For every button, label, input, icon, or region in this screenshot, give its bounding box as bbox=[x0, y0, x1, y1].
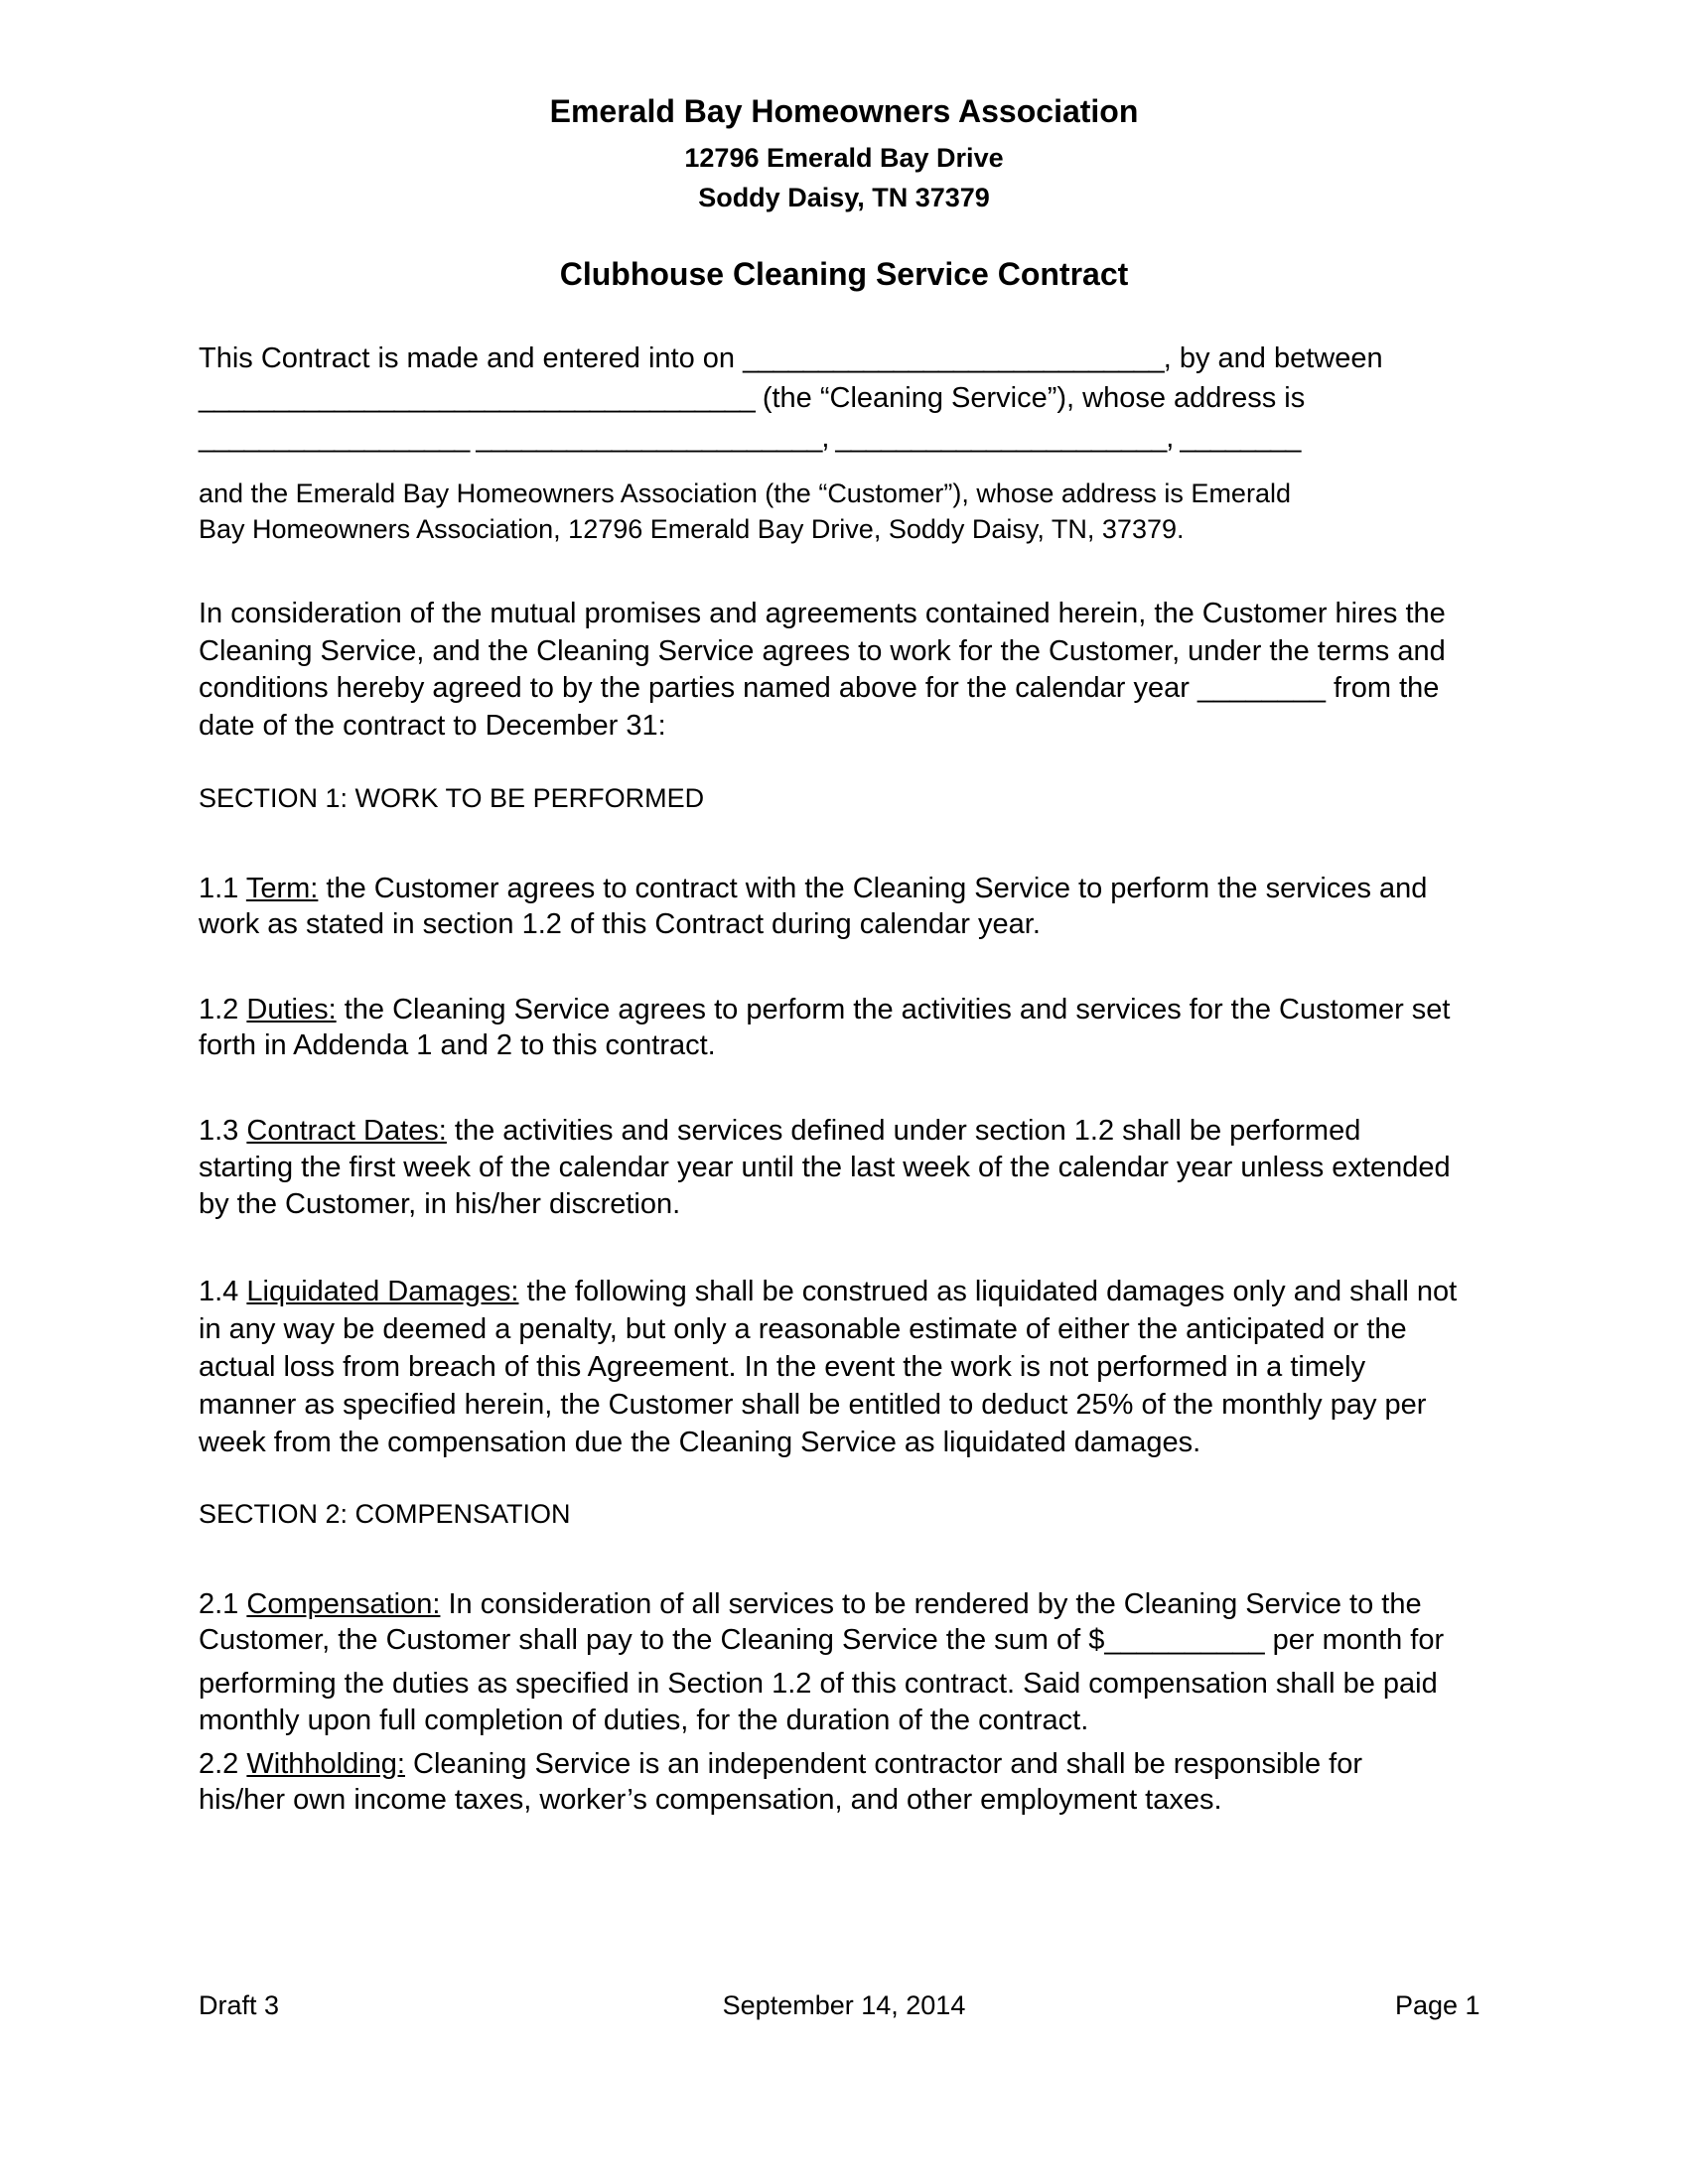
clause-label-term: Term: bbox=[245, 873, 319, 904]
consideration-line-2: Cleaning Service, and the Cleaning Service agrees to work for the Customer, under the terms and bbox=[199, 635, 1446, 667]
section-1-heading: SECTION 1: WORK TO BE PERFORMED bbox=[199, 783, 705, 813]
clause-text: the activities and services defined under section 1.2 shall be performed bbox=[446, 1115, 1361, 1147]
clause-text: In consideration of all services to be rendered by the Cleaning Service to the bbox=[440, 1588, 1422, 1620]
clause-number: 1.4 bbox=[199, 1276, 247, 1307]
clause-2-2-line-2: his/her own income taxes, worker’s compensation, and other employment taxes. bbox=[199, 1784, 1222, 1816]
consideration-line-3: conditions hereby agreed to by the parties named above for the calendar year ________ from the bbox=[199, 672, 1440, 704]
clause-text: Cleaning Service is an independent contractor and shall be responsible for bbox=[404, 1748, 1363, 1780]
clause-2-2-line-1 bbox=[199, 1745, 1362, 1783]
clause-1-4-line-4: manner as specified herein, the Customer shall be entitled to deduct 25% of the monthly pay per bbox=[199, 1389, 1427, 1421]
customer-line-1: and the Emerald Bay Homeowners Association (the “Customer”), whose address is Emerald bbox=[199, 478, 1291, 508]
intro-text: , by and between bbox=[1163, 342, 1383, 374]
footer-date: September 14, 2014 bbox=[722, 1990, 966, 2020]
clause-number: 1.2 bbox=[199, 994, 247, 1025]
footer-page-number: Page 1 bbox=[1395, 1990, 1480, 2020]
cleaning-service-name-blank: _____________________________________ bbox=[199, 382, 755, 414]
clause-2-1-line-2: Customer, the Customer shall pay to the Cleaning Service the sum of $__________ per month for bbox=[199, 1624, 1445, 1656]
org-address-line1: 12796 Emerald Bay Drive bbox=[684, 143, 1004, 173]
clause-label-contract-dates: Contract Dates: bbox=[246, 1115, 447, 1147]
intro-text: This Contract is made and entered into on bbox=[199, 342, 744, 374]
clause-2-1-line-3: performing the duties as specified in Section 1.2 of this contract. Said compensation shall be paid bbox=[199, 1668, 1438, 1700]
clause-text: the following shall be construed as liquidated damages only and shall not bbox=[518, 1276, 1458, 1307]
contract-title: Clubhouse Cleaning Service Contract bbox=[559, 256, 1129, 292]
clause-1-1-line-1 bbox=[199, 870, 1427, 907]
clause-1-3-line-1 bbox=[199, 1112, 1360, 1150]
intro-line-1 bbox=[199, 340, 1383, 377]
clause-2-1-line-4: monthly upon full completion of duties, for the duration of the contract. bbox=[199, 1705, 1089, 1736]
clause-label-duties: Duties: bbox=[246, 994, 337, 1025]
section-2-heading: SECTION 2: COMPENSATION bbox=[199, 1499, 571, 1529]
clause-1-2-line-1 bbox=[199, 991, 1451, 1028]
clause-label-compensation: Compensation: bbox=[246, 1588, 441, 1620]
clause-1-3-line-3: by the Customer, in his/her discretion. bbox=[199, 1188, 681, 1220]
contract-date-blank: ____________________________ bbox=[743, 342, 1164, 374]
consideration-line-4: date of the contract to December 31: bbox=[199, 710, 666, 742]
customer-line-2: Bay Homeowners Association, 12796 Emerald Bay Drive, Soddy Daisy, TN, 37379. bbox=[199, 514, 1185, 544]
clause-text: the Customer agrees to contract with the Cleaning Service to perform the services and bbox=[318, 873, 1428, 904]
intro-text: (the “Cleaning Service”), whose address is bbox=[754, 382, 1306, 414]
org-address-line2: Soddy Daisy, TN 37379 bbox=[698, 183, 990, 212]
clause-1-4-line-5: week from the compensation due the Cleaning Service as liquidated damages. bbox=[199, 1427, 1201, 1458]
clause-text: the Cleaning Service agrees to perform the activities and services for the Customer set bbox=[336, 994, 1451, 1025]
consideration-line-1: In consideration of the mutual promises and agreements contained herein, the Customer hires the bbox=[199, 598, 1446, 629]
clause-2-1-line-1 bbox=[199, 1585, 1422, 1623]
clause-1-4-line-1 bbox=[199, 1273, 1457, 1310]
clause-label-liquidated-damages: Liquidated Damages: bbox=[246, 1276, 519, 1307]
clause-label-withholding: Withholding: bbox=[246, 1748, 405, 1780]
clause-number: 1.3 bbox=[199, 1115, 247, 1147]
clause-1-2-line-2: forth in Addenda 1 and 2 to this contract. bbox=[199, 1029, 716, 1061]
intro-line-2 bbox=[199, 379, 1305, 417]
clause-number: 1.1 bbox=[199, 873, 246, 904]
clause-number: 2.1 bbox=[199, 1588, 247, 1620]
clause-1-4-line-3: actual loss from breach of this Agreement. In the event the work is not performed in a timely bbox=[199, 1351, 1366, 1383]
cleaning-service-address-blanks: __________________ _______________________, ______________________, ________ bbox=[199, 422, 1301, 454]
org-name: Emerald Bay Homeowners Association bbox=[549, 93, 1139, 129]
clause-1-4-line-2: in any way be deemed a penalty, but only a reasonable estimate of either the anticipated or the bbox=[199, 1313, 1407, 1345]
clause-1-3-line-2: starting the first week of the calendar year until the last week of the calendar year unless extended bbox=[199, 1152, 1451, 1183]
clause-1-1-line-2: work as stated in section 1.2 of this Contract during calendar year. bbox=[199, 908, 1041, 940]
clause-number: 2.2 bbox=[199, 1748, 247, 1780]
footer-draft: Draft 3 bbox=[199, 1990, 280, 2020]
